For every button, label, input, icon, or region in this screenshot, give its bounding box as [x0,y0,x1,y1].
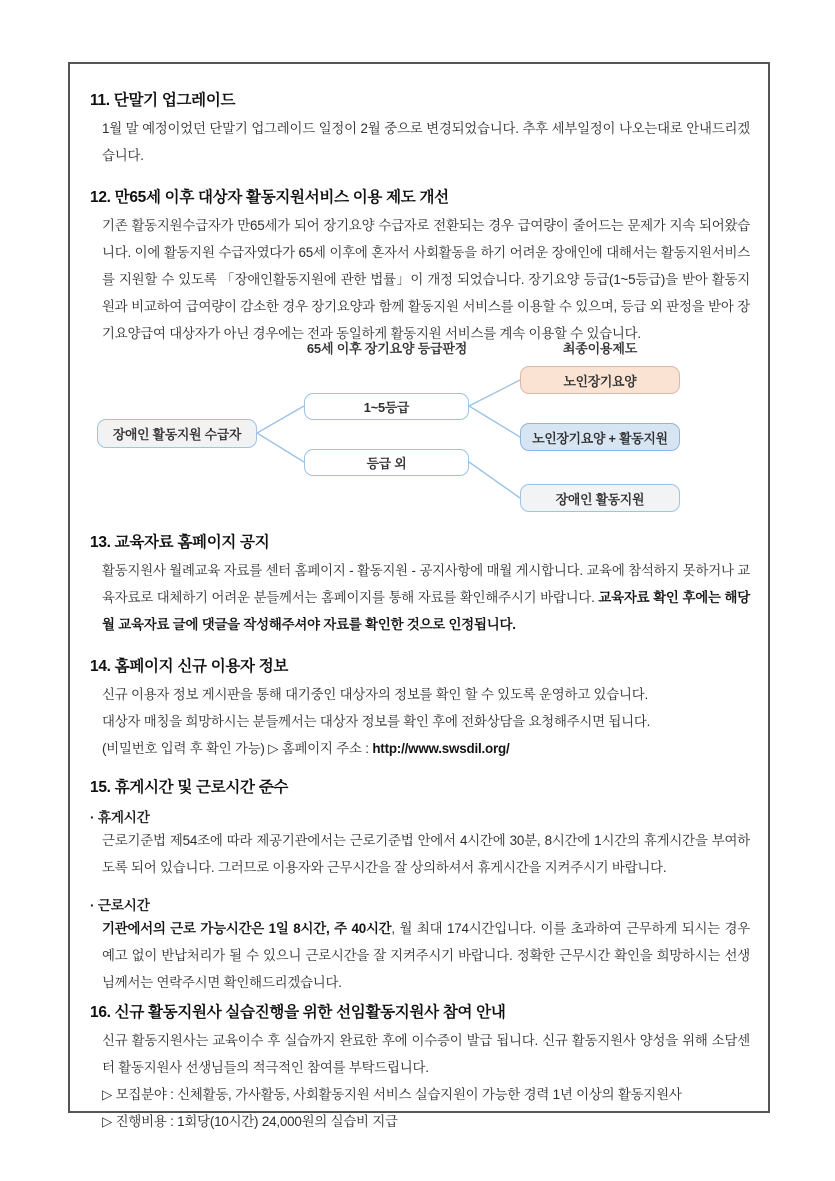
diagram-column-header-final: 최종이용제도 [562,341,638,356]
section-16-bullet-cost: ▷ 진행비용 : 1회당(10시간) 24,000원의 실습비 지급 [102,1114,398,1129]
section-12 [90,185,752,347]
section-12-heading: 12. 만65세 이후 대상자 활동지원서비스 이용 제도 개선 [90,189,449,206]
section-14-body [102,681,750,762]
diagram-node-result-elderly-care: 노인장기요양 [520,366,680,394]
section-15-heading: 15. 휴게시간 및 근로시간 준수 [90,779,289,796]
section-16-body: 신규 활동지원사는 교육이수 후 실습까지 완료한 후에 이수증이 발급 됩니다. 신규 활동지원사 양성을 위해 소담센터 활동지원사 선생님들의 적극적인 참여를 부탁드립니다. [102,1033,750,1075]
section-15 [90,775,752,996]
section-13-body [102,557,750,638]
document-page [68,62,770,1129]
diagram-column-header-grade: 65세 이후 장기요양 등급판정 [306,341,468,356]
diagram-node-grade-excluded: 등급 외 [304,449,469,476]
diagram-node-result-disabled-support: 장애인 활동지원 [520,484,680,512]
section-14-line-3-prefix: (비밀번호 입력 후 확인 가능) ▷ 홈페이지 주소 : [102,741,373,756]
section-13-body-bold: 교육자료 확인 후에는 해당 월 교육자료 글에 댓글을 작성해주셔야 자료를 확인한 것으로 인정됩니다. [102,590,750,632]
section-15-subhead-break-time: · 휴게시간 [90,810,150,825]
section-15-para-work-time-rest: , 월 최대 174시간입니다. 이를 초과하여 근무하게 되시는 경우 예고 없이 반납처리가 될 수 있으니 근로시간을 잘 지켜주시기 바랍니다. 정확한 근무시간 확인을 희망하시는 선생님께서는 연락주시면 확인해드리겠습니다. [102,921,751,990]
section-16 [90,1000,752,1135]
section-14-heading: 14. 홈페이지 신규 이용자 정보 [90,658,289,675]
section-11-heading: 11. 단말기 업그레이드 [90,92,236,109]
section-11-body: 1월 말 예정이었던 단말기 업그레이드 일정이 2월 중으로 변경되었습니다. 추후 세부일정이 나오는대로 안내드리겠습니다. [102,121,750,163]
section-15-para-break-time: 근로기준법 제54조에 따라 제공기관에서는 근로기준법 안에서 4시간에 30분, 8시간에 1시간의 휴게시간을 부여하도록 되어 있습니다. 그러므로 이용자와 근무시간을 잘 상의하셔서 휴게시간을 지켜주시기 바랍니다. [102,833,750,875]
section-15-subhead-work-time: · 근로시간 [90,898,150,913]
section-16-bullet-recruit-field: ▷ 모집분야 : 신체활동, 가사활동, 사회활동지원 서비스 실습지원이 가능한 경력 1년 이상의 활동지원사 [102,1087,682,1102]
section-14-line-1: 신규 이용자 정보 게시판을 통해 대기중인 대상자의 정보를 확인 할 수 있도록 운영하고 있습니다. [102,687,648,702]
age65-flow-diagram [70,336,772,526]
section-11 [90,88,752,169]
section-14 [90,654,752,762]
homepage-url: http://www.swsdil.org/ [372,741,510,756]
diagram-node-grade-1to5: 1~5등급 [304,393,469,420]
section-12-body: 기존 활동지원수급자가 만65세가 되어 장기요양 수급자로 전환되는 경우 급여량이 줄어드는 문제가 지속 되어왔습니다. 이에 활동지원 수급자였다가 65세 이후에 혼자서 사회활동을 하기 어려운 장애인에 대해서는 활동지원서비스를 지원할 수 있도록 「장애인활동지원에 관한 법률」이 개정 되었습니다. 장기요양 등급(1~5등급)을 받아 활동지원과 비교하여 급여량이 감소한 경우 장기요양과 함께 활동지원 서비스를 이용할 수 있으며, 등급 외 판정을 받아 장기요양급여 대상자가 아닌 경우에는 전과 동일하게 활동지원 서비스를 계속 이용할 수 있습니다. [102,218,750,341]
section-13-heading: 13. 교육자료 홈페이지 공지 [90,534,270,551]
section-14-line-2: 대상자 매칭을 희망하시는 분들께서는 대상자 정보를 확인 후에 전화상담을 요청해주시면 됩니다. [102,714,651,729]
diagram-node-source: 장애인 활동지원 수급자 [97,419,257,448]
diagram-node-result-combined: 노인장기요양 + 활동지원 [520,423,680,451]
section-13 [90,530,752,638]
section-13-body-normal: 활동지원사 월례교육 자료를 센터 홈페이지 - 활동지원 - 공지사항에 매월 게시합니다. 교육에 참석하지 못하거나 교육자료로 대체하기 어려운 분들께서는 홈페이지를 통해 자료를 확인해주시기 바랍니다. [102,563,750,605]
section-14-line-3 [102,735,750,762]
section-15-para-work-time [102,915,750,996]
section-15-para-work-time-bold: 기관에서의 근로 가능시간은 1일 8시간, 주 40시간 [102,921,392,936]
section-16-heading: 16. 신규 활동지원사 실습진행을 위한 선임활동지원사 참여 안내 [90,1004,506,1021]
section-16-bullets [102,1081,750,1135]
